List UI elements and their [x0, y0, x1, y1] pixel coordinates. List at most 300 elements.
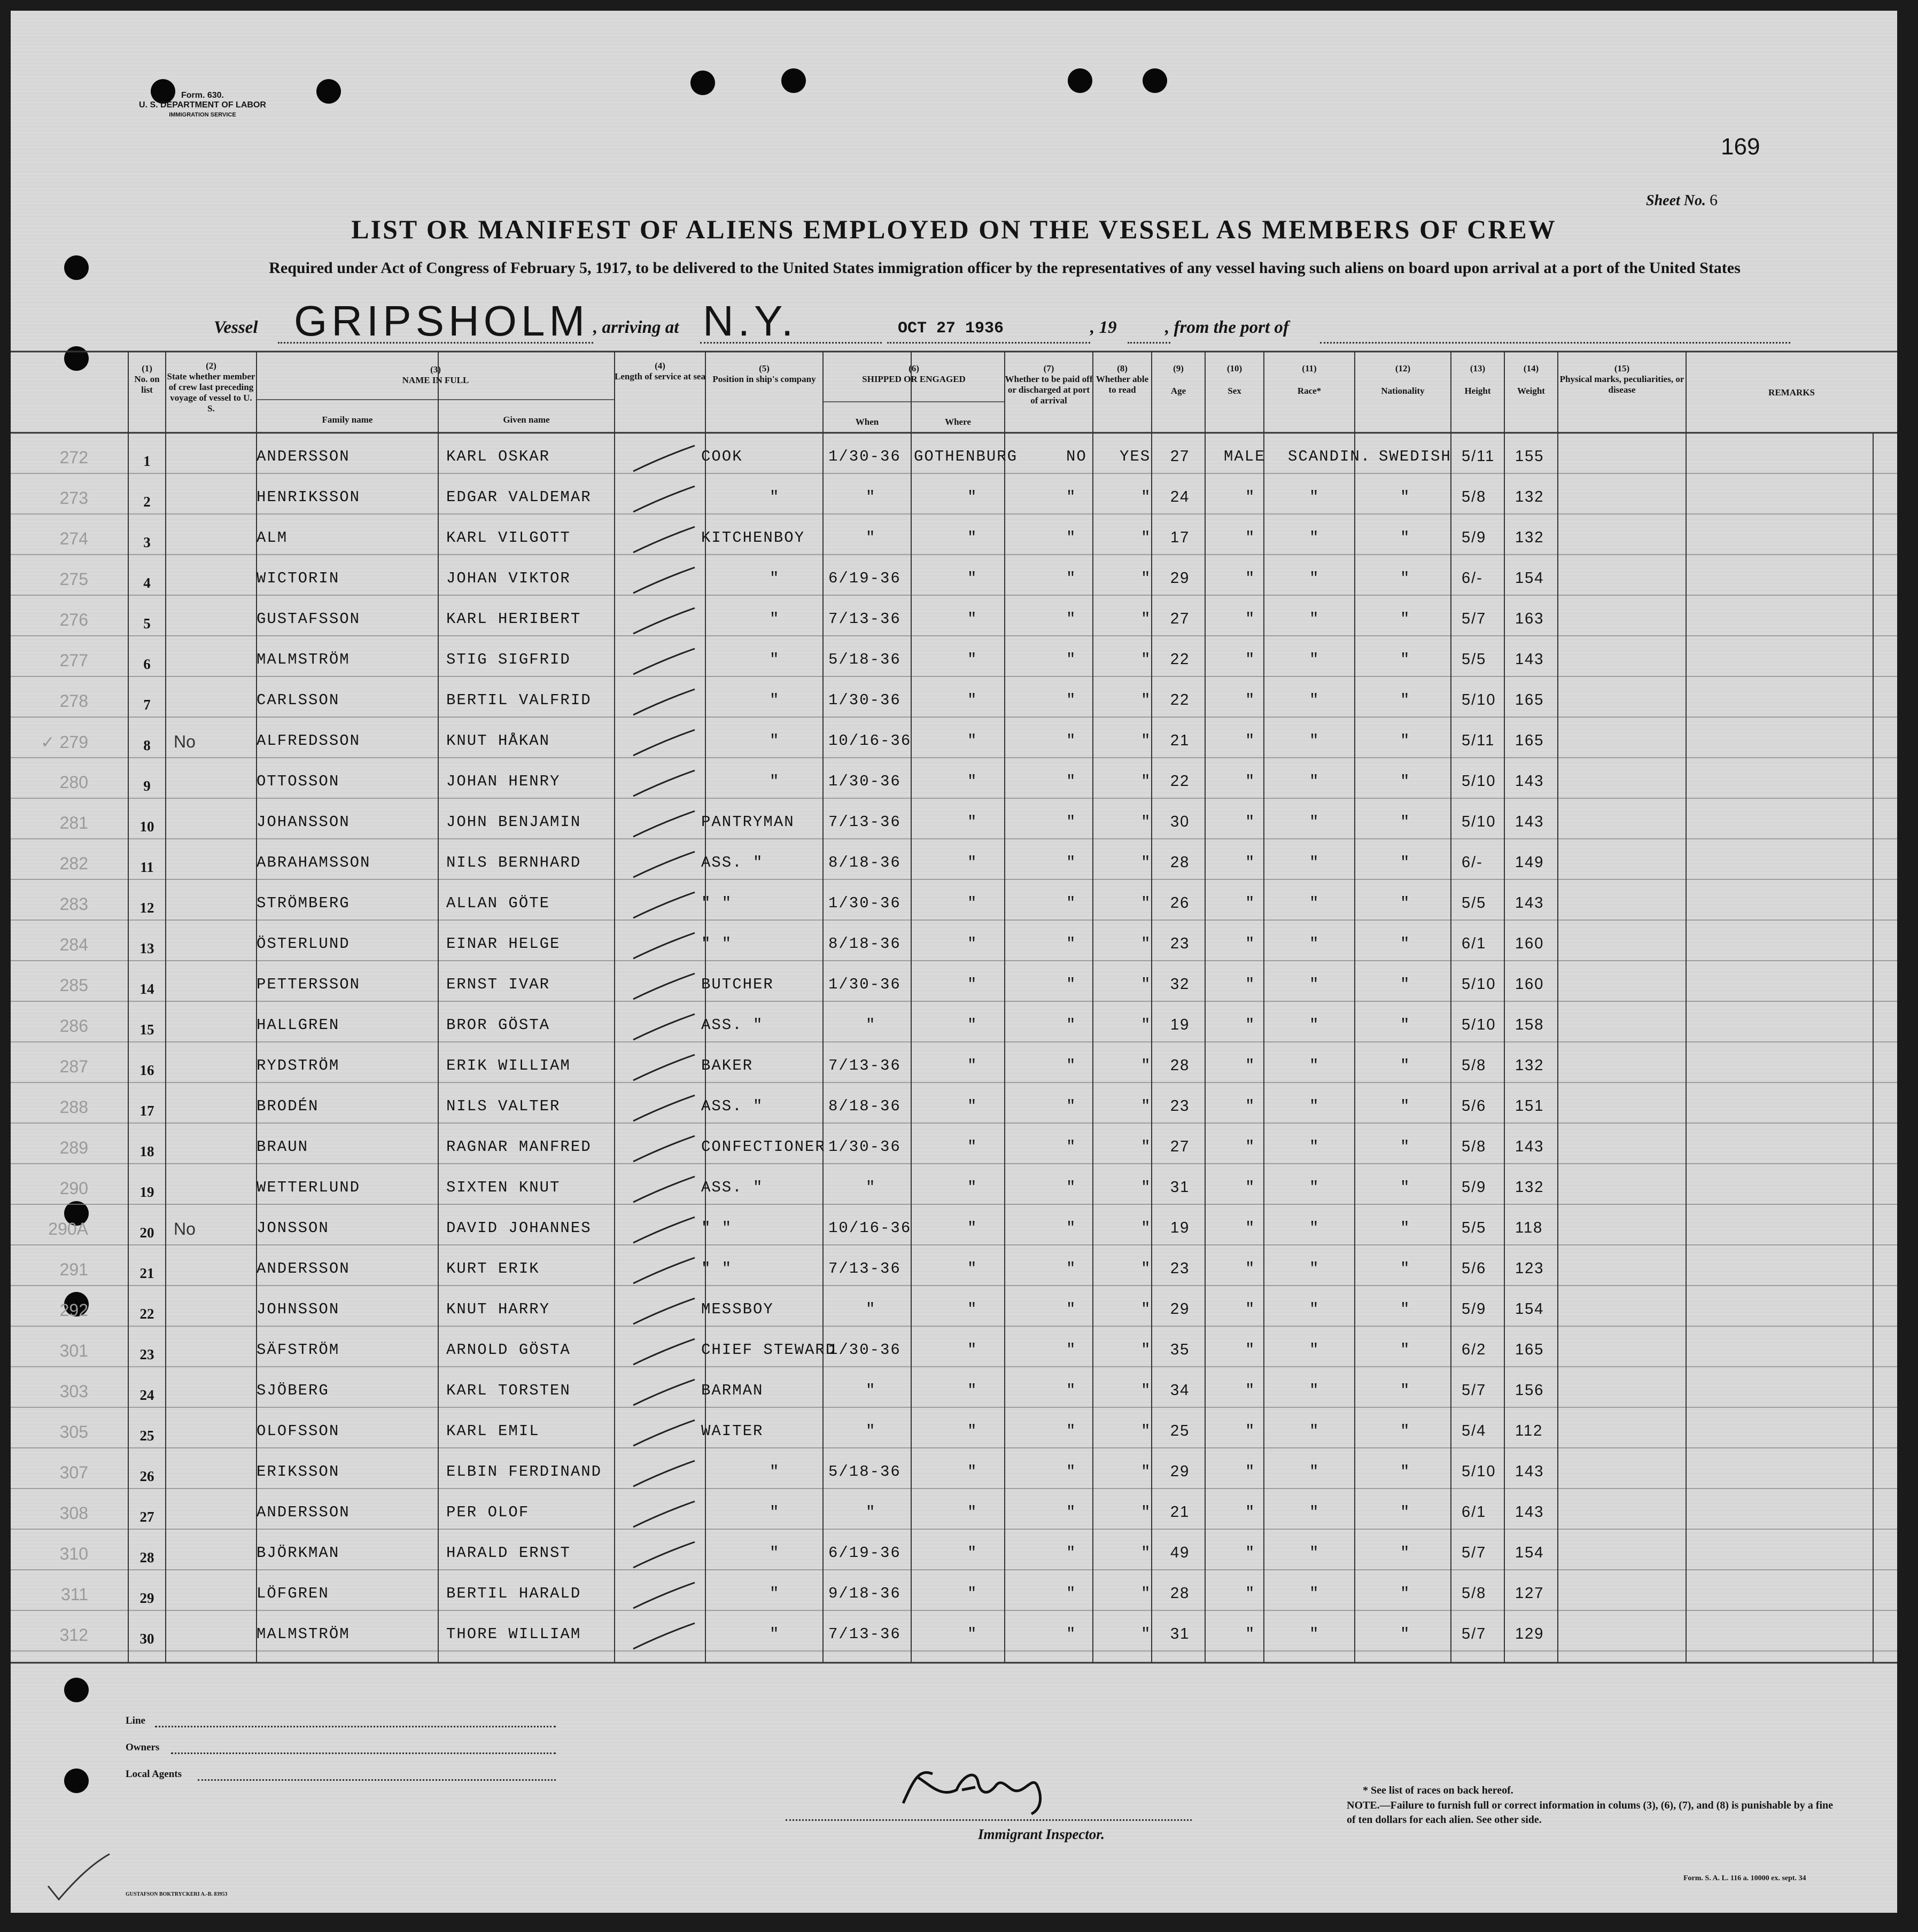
able-to-read-cell: " [1141, 1463, 1152, 1481]
service-length-mark [631, 1499, 700, 1531]
inspector-signature [882, 1758, 1085, 1817]
able-to-read-cell: " [1141, 935, 1152, 953]
shipped-when-cell: 6/19-36 [828, 570, 901, 587]
nationality-cell: " [1400, 570, 1411, 587]
paid-off-cell: " [1066, 691, 1077, 709]
nationality-cell: " [1400, 1057, 1411, 1074]
penalty-note: NOTE.—Failure to furnish full or correct information in colums (3), (6), (7), and (8) is punishable by a fine of ten dollars for each alien. See other side. [1347, 1799, 1834, 1826]
height-cell: 6/1 [1462, 935, 1487, 952]
family-name-cell: SÄFSTRÖM [257, 1341, 340, 1359]
family-name-cell: JOHNSSON [257, 1300, 340, 1318]
able-to-read-cell: " [1141, 691, 1152, 709]
age-cell: 31 [1170, 1625, 1190, 1642]
column-header-shipped: (6) SHIPPED OR ENGAGED [862, 363, 966, 384]
shipped-when-cell: 1/30-36 [828, 894, 901, 912]
service-length-mark [631, 1337, 700, 1369]
sex-cell: " [1245, 1503, 1256, 1521]
shipped-where-cell: " [967, 1179, 978, 1196]
sex-cell: " [1245, 1097, 1256, 1115]
nationality-cell: " [1400, 1585, 1411, 1602]
family-name-cell: BRODÉN [257, 1097, 319, 1115]
height-cell: 6/2 [1462, 1341, 1487, 1358]
family-name-cell: STRÖMBERG [257, 894, 350, 912]
height-cell: 5/10 [1462, 1016, 1496, 1033]
height-cell: 5/8 [1462, 1585, 1487, 1602]
service-length-mark [631, 1377, 700, 1409]
age-cell: 26 [1170, 894, 1190, 912]
paid-off-cell: " [1066, 1382, 1077, 1399]
position-cell: " [770, 1585, 780, 1602]
row-number: 29 [139, 1590, 154, 1606]
given-name-cell: NILS BERNHARD [446, 854, 581, 871]
row-number: 10 [139, 819, 154, 835]
age-cell: 22 [1170, 691, 1190, 708]
position-cell: BAKER [701, 1057, 754, 1074]
given-name-cell: ARNOLD GÖSTA [446, 1341, 571, 1359]
weight-cell: 132 [1515, 1057, 1544, 1074]
sex-cell: " [1245, 529, 1256, 547]
shipped-when-cell: " [866, 1422, 876, 1440]
age-cell: 17 [1170, 529, 1190, 546]
service-length-mark [631, 890, 700, 922]
given-name-cell: BERTIL HARALD [446, 1585, 581, 1602]
position-cell: ASS. " [701, 1016, 764, 1034]
sheet-label: Sheet No. [1646, 192, 1706, 209]
paid-off-cell: NO [1066, 448, 1087, 465]
date-stamp: OCT 27 1936 [898, 320, 1004, 338]
shipped-where-cell: " [967, 1503, 978, 1521]
race-cell: " [1309, 732, 1320, 750]
weight-cell: 143 [1515, 1503, 1544, 1521]
column-header-when: When [855, 417, 879, 427]
paid-off-cell: " [1066, 1097, 1077, 1115]
height-cell: 5/8 [1462, 488, 1487, 505]
given-name-cell: PER OLOF [446, 1503, 530, 1521]
shipped-when-cell: 7/13-36 [828, 1625, 901, 1643]
preceding-list-number: 288 [59, 1097, 88, 1117]
race-cell: " [1309, 1219, 1320, 1237]
shipped-where-cell: " [967, 1057, 978, 1074]
shipped-when-cell: 10/16-36 [828, 1219, 912, 1237]
paid-off-cell: " [1066, 610, 1077, 628]
race-cell: " [1309, 1341, 1320, 1359]
weight-cell: 143 [1515, 1463, 1544, 1480]
able-to-read-cell: " [1141, 1097, 1152, 1115]
sex-cell: " [1245, 1260, 1256, 1277]
age-cell: 22 [1170, 651, 1190, 668]
nationality-cell: " [1400, 1341, 1411, 1359]
arriving-port: N.Y. [703, 297, 798, 345]
height-cell: 5/10 [1462, 773, 1496, 790]
age-cell: 27 [1170, 610, 1190, 627]
page-number: 169 [1721, 134, 1760, 160]
position-cell: COOK [701, 448, 743, 465]
nationality-cell: " [1400, 1463, 1411, 1481]
shipped-when-cell: " [866, 1503, 876, 1521]
height-cell: 5/6 [1462, 1097, 1487, 1115]
shipped-when-cell: 1/30-36 [828, 976, 901, 993]
weight-cell: 158 [1515, 1016, 1544, 1033]
age-cell: 23 [1170, 935, 1190, 952]
family-name-cell: JOHANSSON [257, 813, 350, 831]
nationality-cell: " [1400, 651, 1411, 668]
given-name-cell: KNUT HÅKAN [446, 732, 550, 750]
shipped-when-cell: 7/13-36 [828, 1057, 901, 1074]
service-length-mark [631, 1418, 700, 1450]
family-name-cell: BJÖRKMAN [257, 1544, 340, 1562]
nationality-cell: " [1400, 1422, 1411, 1440]
service-length-mark [631, 728, 700, 760]
preceding-list-number: 289 [59, 1138, 88, 1157]
preceding-list-number: 310 [59, 1544, 88, 1563]
able-to-read-cell: " [1141, 1260, 1152, 1277]
paid-off-cell: " [1066, 1057, 1077, 1074]
given-name-cell: KARL TORSTEN [446, 1382, 571, 1399]
height-cell: 5/10 [1462, 976, 1496, 993]
row-number: 20 [139, 1225, 154, 1241]
position-cell: " [770, 691, 780, 709]
race-cell: " [1309, 529, 1320, 547]
position-cell: KITCHENBOY [701, 529, 805, 547]
age-cell: 28 [1170, 1057, 1190, 1074]
nationality-cell: " [1400, 1219, 1411, 1237]
family-name-cell: ÖSTERLUND [257, 935, 350, 953]
weight-cell: 143 [1515, 651, 1544, 668]
shipped-when-cell: " [866, 1016, 876, 1034]
column-header-given-name: Given name [503, 415, 550, 425]
owners-field [171, 1752, 556, 1754]
sex-cell: " [1245, 976, 1256, 993]
service-length-mark [631, 525, 700, 557]
age-cell: 27 [1170, 1138, 1190, 1155]
weight-cell: 132 [1515, 488, 1544, 505]
shipped-where-cell: " [967, 529, 978, 547]
shipped-where-cell: " [967, 1625, 978, 1643]
able-to-read-cell: " [1141, 1219, 1152, 1237]
row-number: 2 [143, 494, 151, 510]
weight-cell: 123 [1515, 1260, 1544, 1277]
able-to-read-cell: " [1141, 1544, 1152, 1562]
weight-cell: 132 [1515, 529, 1544, 546]
nationality-cell: " [1400, 976, 1411, 993]
row-number: 26 [139, 1468, 154, 1484]
previous-voyage-cell: No [174, 732, 196, 751]
service-length-mark [631, 606, 700, 638]
race-cell: " [1309, 894, 1320, 912]
column-header-position: (5) Position in ship's company [712, 363, 816, 384]
age-cell: 28 [1170, 854, 1190, 871]
paid-off-cell: " [1066, 1179, 1077, 1196]
inspector-label: Immigrant Inspector. [978, 1826, 1105, 1842]
nationality-cell: " [1400, 1016, 1411, 1034]
service-length-mark [631, 931, 700, 963]
paid-off-cell: " [1066, 773, 1077, 790]
preceding-list-number: 275 [59, 570, 88, 589]
row-number: 14 [139, 981, 154, 997]
preceding-list-number: 287 [59, 1057, 88, 1076]
column-header-weight: (14) Weight [1517, 363, 1545, 396]
race-cell: " [1309, 1544, 1320, 1562]
shipped-when-cell: " [866, 1382, 876, 1399]
weight-cell: 165 [1515, 691, 1544, 708]
service-name: IMMIGRATION SERVICE [169, 112, 236, 118]
weight-cell: 143 [1515, 1138, 1544, 1155]
paid-off-cell: " [1066, 1585, 1077, 1602]
sex-cell: " [1245, 488, 1256, 506]
able-to-read-cell: " [1141, 894, 1152, 912]
age-cell: 23 [1170, 1097, 1190, 1115]
sex-cell: " [1245, 1300, 1256, 1318]
preceding-list-number: 272 [59, 448, 88, 467]
family-name-cell: JONSSON [257, 1219, 329, 1237]
family-name-cell: HENRIKSSON [257, 488, 361, 506]
sex-cell: " [1245, 1138, 1256, 1156]
paid-off-cell: " [1066, 1503, 1077, 1521]
weight-cell: 156 [1515, 1382, 1544, 1399]
weight-cell: 165 [1515, 732, 1544, 749]
service-length-mark [631, 1296, 700, 1328]
weight-cell: 160 [1515, 976, 1544, 993]
column-header-race: (11) Race* [1297, 363, 1322, 396]
position-cell: " [770, 651, 780, 668]
height-cell: 5/10 [1462, 1463, 1496, 1480]
position-cell: ASS. " [701, 1097, 764, 1115]
preceding-list-number: 311 [60, 1585, 88, 1604]
given-name-cell: RAGNAR MANFRED [446, 1138, 592, 1156]
able-to-read-cell: " [1141, 1625, 1152, 1643]
family-name-cell: ALFREDSSON [257, 732, 361, 750]
position-cell: MESSBOY [701, 1300, 774, 1318]
family-name-cell: GUSTAFSSON [257, 610, 361, 628]
sex-cell: " [1245, 935, 1256, 953]
form-reference: Form. S. A. L. 116 a. 10000 ex. sept. 34 [1683, 1874, 1806, 1882]
paid-off-cell: " [1066, 1016, 1077, 1034]
weight-cell: 132 [1515, 1179, 1544, 1196]
position-cell: " [770, 1625, 780, 1643]
nationality-cell: " [1400, 691, 1411, 709]
able-to-read-cell: " [1141, 1016, 1152, 1034]
race-cell: " [1309, 570, 1320, 587]
nationality-cell: " [1400, 1138, 1411, 1156]
preceding-list-number: 286 [59, 1016, 88, 1035]
preceding-list-number: 308 [59, 1503, 88, 1523]
age-cell: 27 [1170, 448, 1190, 465]
race-cell: " [1309, 1057, 1320, 1074]
column-header-age: (9) Age [1170, 363, 1186, 396]
sex-cell: " [1245, 1057, 1256, 1074]
preceding-list-number: 290 [59, 1179, 88, 1198]
race-cell: " [1309, 1097, 1320, 1115]
preceding-list-number: 305 [59, 1422, 88, 1442]
shipped-when-cell: 8/18-36 [828, 854, 901, 871]
given-name-cell: HARALD ERNST [446, 1544, 571, 1562]
given-name-cell: ERIK WILLIAM [446, 1057, 571, 1074]
document-subtitle: Required under Act of Congress of February 5, 1917, to be delivered to the United States immigration officer by the representatives of any vessel having such aliens on board upon arrival at a port of the United States [269, 259, 1741, 277]
race-cell: " [1309, 651, 1320, 668]
row-number: 28 [139, 1549, 154, 1565]
able-to-read-cell: " [1141, 773, 1152, 790]
able-to-read-cell: " [1141, 610, 1152, 628]
able-to-read-cell: " [1141, 1422, 1152, 1440]
sex-cell: " [1245, 1382, 1256, 1399]
shipped-when-cell: 7/13-36 [828, 813, 901, 831]
service-length-mark [631, 1053, 700, 1085]
shipped-when-cell: 8/18-36 [828, 1097, 901, 1115]
race-cell: " [1309, 1138, 1320, 1156]
shipped-where-cell: " [967, 1585, 978, 1602]
paid-off-cell: " [1066, 1341, 1077, 1359]
row-number: 4 [143, 575, 151, 591]
row-number: 5 [143, 616, 151, 632]
position-cell: " " [701, 1260, 733, 1277]
able-to-read-cell: " [1141, 651, 1152, 668]
preceding-list-number: 291 [59, 1260, 88, 1279]
race-cell: " [1309, 935, 1320, 953]
shipped-where-cell: " [967, 651, 978, 668]
paid-off-cell: " [1066, 1219, 1077, 1237]
age-cell: 34 [1170, 1382, 1190, 1399]
weight-cell: 129 [1515, 1625, 1544, 1642]
family-name-cell: ALM [257, 529, 288, 547]
paid-off-cell: " [1066, 854, 1077, 871]
given-name-cell: EINAR HELGE [446, 935, 561, 953]
race-cell: " [1309, 1300, 1320, 1318]
shipped-where-cell: " [967, 610, 978, 628]
preceding-list-number: 303 [59, 1382, 88, 1401]
column-header-family-name: Family name [322, 415, 373, 425]
paid-off-cell: " [1066, 529, 1077, 547]
position-cell: " [770, 570, 780, 587]
position-cell: " [770, 732, 780, 750]
able-to-read-cell: " [1141, 1179, 1152, 1196]
nationality-cell: " [1400, 1503, 1411, 1521]
shipped-where-cell: " [967, 813, 978, 831]
race-cell: " [1309, 1463, 1320, 1481]
service-length-mark [631, 850, 700, 882]
nationality-cell: " [1400, 894, 1411, 912]
column-header-sex: (10) Sex [1226, 363, 1243, 396]
shipped-when-cell: 5/18-36 [828, 1463, 901, 1481]
service-length-mark [631, 1134, 700, 1166]
shipped-where-cell: " [967, 1382, 978, 1399]
shipped-when-cell: 1/30-36 [828, 448, 901, 465]
able-to-read-cell: " [1141, 813, 1152, 831]
row-number: 17 [139, 1103, 154, 1119]
height-cell: 5/5 [1462, 894, 1487, 912]
family-name-cell: ERIKSSON [257, 1463, 340, 1481]
race-cell: " [1309, 854, 1320, 871]
row-number: 24 [139, 1387, 154, 1403]
shipped-where-cell: " [967, 854, 978, 871]
column-header-read: (8) Whether able to read [1096, 363, 1149, 395]
vessel-name: GRIPSHOLM [294, 297, 589, 345]
sex-cell: " [1245, 894, 1256, 912]
preceding-list-number: 307 [59, 1463, 88, 1482]
race-cell: " [1309, 1382, 1320, 1399]
given-name-cell: KARL HERIBERT [446, 610, 581, 628]
height-cell: 6/- [1462, 570, 1483, 587]
sex-cell: " [1245, 773, 1256, 790]
family-name-cell: ANDERSSON [257, 448, 350, 465]
row-number: 16 [139, 1062, 154, 1078]
row-number: 23 [139, 1346, 154, 1362]
sex-cell: " [1245, 610, 1256, 628]
paid-off-cell: " [1066, 732, 1077, 750]
service-length-mark [631, 1174, 700, 1206]
paid-off-cell: " [1066, 1138, 1077, 1156]
given-name-cell: EDGAR VALDEMAR [446, 488, 592, 506]
given-name-cell: ERNST IVAR [446, 976, 550, 993]
age-cell: 21 [1170, 732, 1190, 749]
age-cell: 29 [1170, 570, 1190, 587]
height-cell: 5/9 [1462, 529, 1487, 546]
sex-cell: " [1245, 732, 1256, 750]
paid-off-cell: " [1066, 651, 1077, 668]
service-length-mark [631, 1012, 700, 1044]
nationality-cell: " [1400, 813, 1411, 831]
sex-cell: " [1245, 1422, 1256, 1440]
able-to-read-cell: YES [1120, 448, 1151, 465]
position-cell: CONFECTIONER [701, 1138, 826, 1156]
previous-voyage-cell: No [174, 1219, 196, 1238]
nationality-cell: " [1400, 1625, 1411, 1643]
position-cell: " [770, 773, 780, 790]
paid-off-cell: " [1066, 570, 1077, 587]
able-to-read-cell: " [1141, 732, 1152, 750]
shipped-where-cell: " [967, 935, 978, 953]
weight-cell: 154 [1515, 1300, 1544, 1318]
position-cell: BUTCHER [701, 976, 774, 993]
given-name-cell: KARL OSKAR [446, 448, 550, 465]
weight-cell: 143 [1515, 813, 1544, 830]
height-cell: 5/10 [1462, 691, 1496, 708]
age-cell: 30 [1170, 813, 1190, 830]
sex-cell: " [1245, 1544, 1256, 1562]
able-to-read-cell: " [1141, 1585, 1152, 1602]
family-name-cell: ANDERSSON [257, 1260, 350, 1277]
document-title: LIST OR MANIFEST OF ALIENS EMPLOYED ON THE VESSEL AS MEMBERS OF CREW [351, 214, 1557, 244]
weight-cell: 143 [1515, 773, 1544, 790]
able-to-read-cell: " [1141, 976, 1152, 993]
row-number: 19 [139, 1184, 154, 1200]
service-length-mark [631, 1540, 700, 1572]
row-number: 13 [139, 940, 154, 956]
weight-cell: 151 [1515, 1097, 1544, 1115]
position-cell: " [770, 610, 780, 628]
family-name-cell: BRAUN [257, 1138, 309, 1156]
height-cell: 6/1 [1462, 1503, 1487, 1521]
row-number: 3 [143, 534, 151, 550]
given-name-cell: KNUT HARRY [446, 1300, 550, 1318]
height-cell: 5/5 [1462, 1219, 1487, 1236]
vessel-label: Vessel [214, 318, 258, 337]
shipped-where-cell: " [967, 1097, 978, 1115]
race-cell: " [1309, 488, 1320, 506]
shipped-when-cell: 6/19-36 [828, 1544, 901, 1562]
able-to-read-cell: " [1141, 529, 1152, 547]
position-cell: " [770, 1544, 780, 1562]
family-name-cell: CARLSSON [257, 691, 340, 709]
given-name-cell: JOHN BENJAMIN [446, 813, 581, 831]
local-agents-field [198, 1779, 556, 1781]
column-header-service-length: (4) Length of service at sea [615, 361, 705, 381]
column-header-previous-voyage: (2) State whether member of crew last preceding voyage of vessel to U. S. [167, 361, 255, 414]
races-note: * See list of races on back hereof. [1363, 1785, 1513, 1796]
height-cell: 5/9 [1462, 1300, 1487, 1318]
preceding-list-number: 285 [59, 976, 88, 995]
service-length-mark [631, 809, 700, 841]
owners-label: Owners [126, 1742, 160, 1753]
